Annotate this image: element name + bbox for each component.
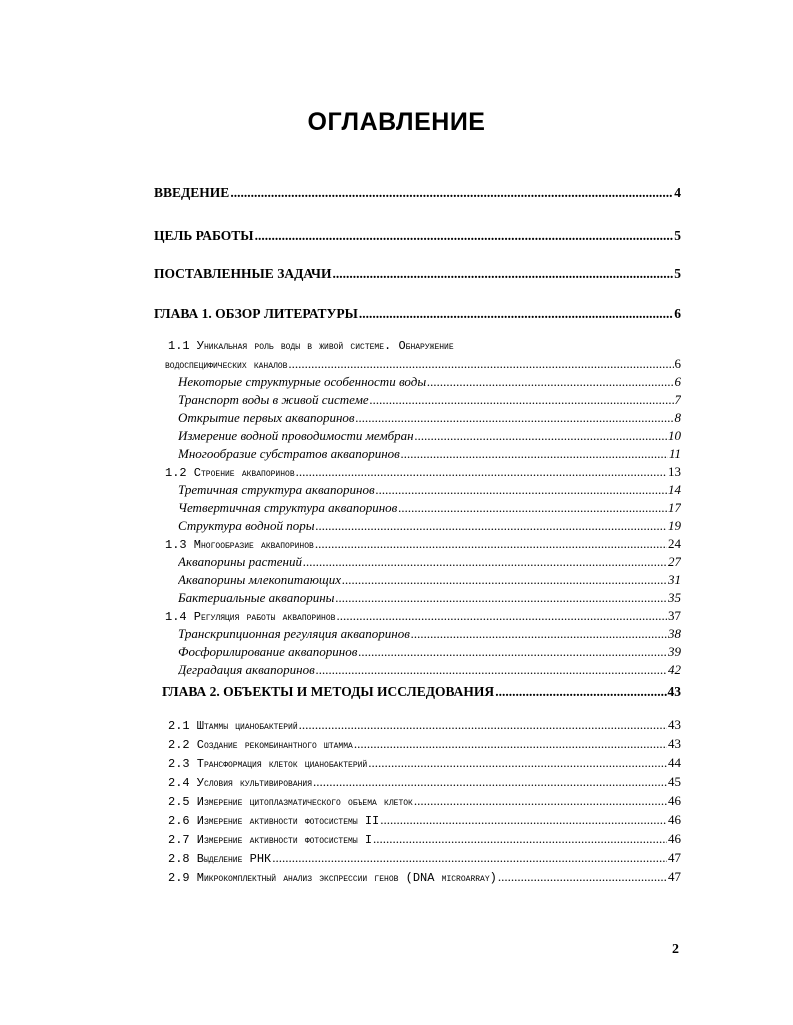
- toc-entry-label: Деградация аквапоринов: [178, 662, 315, 677]
- toc-entry-sub[interactable]: [178, 590, 681, 606]
- toc-entry-label: 2.2 Создание рекомбинантного штамма: [168, 738, 353, 752]
- toc-entry-label: Открытие первых аквапоринов: [178, 410, 355, 425]
- toc-entry-introduction[interactable]: [154, 185, 681, 201]
- toc-page-number: 47: [668, 850, 681, 865]
- page-number: 2: [672, 942, 679, 957]
- dot-leader: [380, 812, 667, 828]
- dot-leader: [342, 572, 667, 588]
- dot-leader: [335, 590, 667, 606]
- toc-entry-2-7[interactable]: [168, 831, 681, 847]
- toc-entry-label: ГЛАВА 2. ОБЪЕКТЫ И МЕТОДЫ ИССЛЕДОВАНИЯ: [162, 684, 495, 699]
- toc-page-number: 46: [668, 793, 681, 808]
- dot-leader: [316, 662, 667, 678]
- toc-entry-label: 2.8 Выделение РНК: [168, 852, 272, 866]
- toc-entry-1-3[interactable]: [165, 536, 681, 552]
- toc-entry-chapter-2[interactable]: [162, 684, 681, 700]
- toc-entry-sub[interactable]: [178, 662, 681, 678]
- toc-entry-sub[interactable]: [178, 572, 681, 588]
- toc-entry-2-3[interactable]: [168, 755, 681, 771]
- toc-page-number: 19: [668, 518, 681, 533]
- toc-entry-2-4[interactable]: [168, 774, 681, 790]
- toc-entry-label: 2.1 Штаммы цианобактерий: [168, 719, 298, 733]
- toc-page-number: 46: [668, 831, 681, 846]
- toc-entry-tasks[interactable]: [154, 266, 681, 282]
- toc-page-number: 31: [668, 572, 681, 587]
- toc-page-number: 47: [668, 869, 681, 884]
- toc-entry-label: водоспецифических каналов: [165, 358, 288, 372]
- dot-leader: [414, 793, 667, 809]
- toc-entry-sub[interactable]: [178, 644, 681, 660]
- toc-entry-sub[interactable]: [178, 392, 681, 408]
- toc-page-number: 14: [668, 482, 681, 497]
- toc-entry-label: Некоторые структурные особенности воды: [178, 374, 427, 389]
- toc-page-number: 44: [668, 755, 681, 770]
- dot-leader: [427, 374, 673, 390]
- toc-entry-label: Аквапорины млекопитающих: [178, 572, 342, 587]
- toc-entry-2-1[interactable]: [168, 717, 681, 733]
- toc-entry-chapter-1[interactable]: [154, 306, 681, 322]
- toc-entry-label: 2.3 Трансформация клеток цианобактерий: [168, 757, 368, 771]
- toc-page-number: 38: [668, 626, 681, 641]
- toc-entry-2-5[interactable]: [168, 793, 681, 809]
- dot-leader: [336, 608, 667, 624]
- toc-page-number: 13: [668, 464, 681, 479]
- toc-page-number: 10: [668, 428, 681, 443]
- toc-entry-label: Фосфорилирование аквапоринов: [178, 644, 358, 659]
- dot-leader: [411, 626, 667, 642]
- toc-page-number: 24: [668, 536, 681, 551]
- toc-entry-sub[interactable]: [178, 482, 681, 498]
- toc-page-number: 11: [668, 446, 681, 461]
- dot-leader: [332, 266, 673, 282]
- dot-leader: [316, 518, 667, 534]
- toc-entry-2-8[interactable]: [168, 850, 681, 866]
- toc-page-number: 6: [674, 306, 681, 321]
- toc-page-number: 39: [668, 644, 681, 659]
- toc-page-number: 6: [674, 374, 681, 389]
- dot-leader: [255, 228, 674, 244]
- toc-entry-label: Третичная структура аквапоринов: [178, 482, 375, 497]
- toc-entry-sub[interactable]: [178, 554, 681, 570]
- toc-entry-2-6[interactable]: [168, 812, 681, 828]
- toc-entry-label: Четвертичная структура аквапоринов: [178, 500, 398, 515]
- toc-entry-sub[interactable]: [178, 446, 681, 462]
- toc-entry-2-9[interactable]: [168, 869, 681, 885]
- toc-entry-2-2[interactable]: [168, 736, 681, 752]
- dot-leader: [498, 869, 667, 885]
- toc-entry-label: 2.6 Измерение активности фотосистемы II: [168, 814, 380, 828]
- dot-leader: [313, 774, 667, 790]
- toc-entry-label: Измерение водной проводимости мембран: [178, 428, 414, 443]
- dot-leader: [299, 717, 667, 733]
- toc-entry-label: Транспорт воды в живой системе: [178, 392, 369, 407]
- toc-entry-label: ГЛАВА 1. ОБЗОР ЛИТЕРАТУРЫ: [154, 306, 358, 321]
- toc-entry-sub[interactable]: [178, 374, 681, 390]
- dot-leader: [288, 356, 673, 372]
- toc-entry-sub[interactable]: [178, 626, 681, 642]
- toc-page-number: 43: [667, 684, 681, 699]
- toc-entry-1-4[interactable]: [165, 608, 681, 624]
- toc-page-number: 35: [668, 590, 681, 605]
- toc-entry-sub[interactable]: [178, 500, 681, 516]
- toc-entry-1-1-line1: 1.1 Уникальная роль воды в живой системе. Обнаружение: [168, 339, 454, 353]
- toc-entry-label: 2.5 Измерение цитоплазматического объема клеток: [168, 795, 413, 809]
- toc-entry-label: ВВЕДЕНИЕ: [154, 185, 230, 200]
- dot-leader: [373, 831, 667, 847]
- dot-leader: [303, 554, 667, 570]
- toc-entry-goal[interactable]: [154, 228, 681, 244]
- toc-page-number: 6: [674, 356, 681, 371]
- toc-entry-label: 1.2 Строение аквапоринов: [165, 466, 295, 480]
- toc-entry-label: 1.4 Регуляция работы аквапоринов: [165, 610, 336, 624]
- toc-page-number: 17: [668, 500, 681, 515]
- toc-entry-label: ПОСТАВЛЕННЫЕ ЗАДАЧИ: [154, 266, 332, 281]
- dot-leader: [376, 482, 667, 498]
- dot-leader: [415, 428, 667, 444]
- toc-entry-label: 1.3 Многообразие аквапоринов: [165, 538, 314, 552]
- toc-page-number: 7: [674, 392, 681, 407]
- toc-page-number: 5: [674, 266, 681, 281]
- toc-page-number: 37: [668, 608, 681, 623]
- page-title: ОГЛАВЛЕНИЕ: [307, 108, 486, 136]
- dot-leader: [356, 410, 674, 426]
- toc-page-number: 45: [668, 774, 681, 789]
- toc-page-number: 43: [668, 736, 681, 751]
- dot-leader: [398, 500, 667, 516]
- toc-entry-label: Многообразие субстратов аквапоринов: [178, 446, 400, 461]
- dot-leader: [358, 644, 667, 660]
- toc-entry-label: 2.4 Условия культивирования: [168, 776, 313, 790]
- toc-entry-label: Аквапорины растений: [178, 554, 302, 569]
- dot-leader: [315, 536, 667, 552]
- toc-entry-sub[interactable]: [178, 428, 681, 444]
- toc-page-number: 5: [674, 228, 681, 243]
- dot-leader: [230, 185, 673, 201]
- toc-page-number: 8: [674, 410, 681, 425]
- toc-page-number: 42: [668, 662, 681, 677]
- toc-page-number: 46: [668, 812, 681, 827]
- toc-entry-label: ЦЕЛЬ РАБОТЫ: [154, 228, 254, 243]
- toc-entry-label: Бактериальные аквапорины: [178, 590, 335, 605]
- dot-leader: [401, 446, 668, 462]
- toc-page-number: 27: [668, 554, 681, 569]
- dot-leader: [354, 736, 667, 752]
- toc-entry-label: 2.7 Измерение активности фотосистемы I: [168, 833, 373, 847]
- toc-entry-sub[interactable]: [178, 410, 681, 426]
- toc-entry-label: 2.9 Микрокомплектный анализ экспрессии генов (DNA microarray): [168, 871, 497, 885]
- dot-leader: [272, 850, 667, 866]
- dot-leader: [370, 392, 674, 408]
- dot-leader: [296, 464, 667, 480]
- toc-entry-label: Структура водной поры: [178, 518, 315, 533]
- toc-entry-label: Транскрипционная регуляция аквапоринов: [178, 626, 410, 641]
- dot-leader: [368, 755, 667, 771]
- toc-entry-1-1[interactable]: [165, 356, 681, 372]
- toc-page-number: 43: [668, 717, 681, 732]
- dot-leader: [495, 684, 666, 700]
- toc-page-number: 4: [674, 185, 681, 200]
- toc-entry-1-2[interactable]: [165, 464, 681, 480]
- dot-leader: [359, 306, 673, 322]
- toc-entry-sub[interactable]: [178, 518, 681, 534]
